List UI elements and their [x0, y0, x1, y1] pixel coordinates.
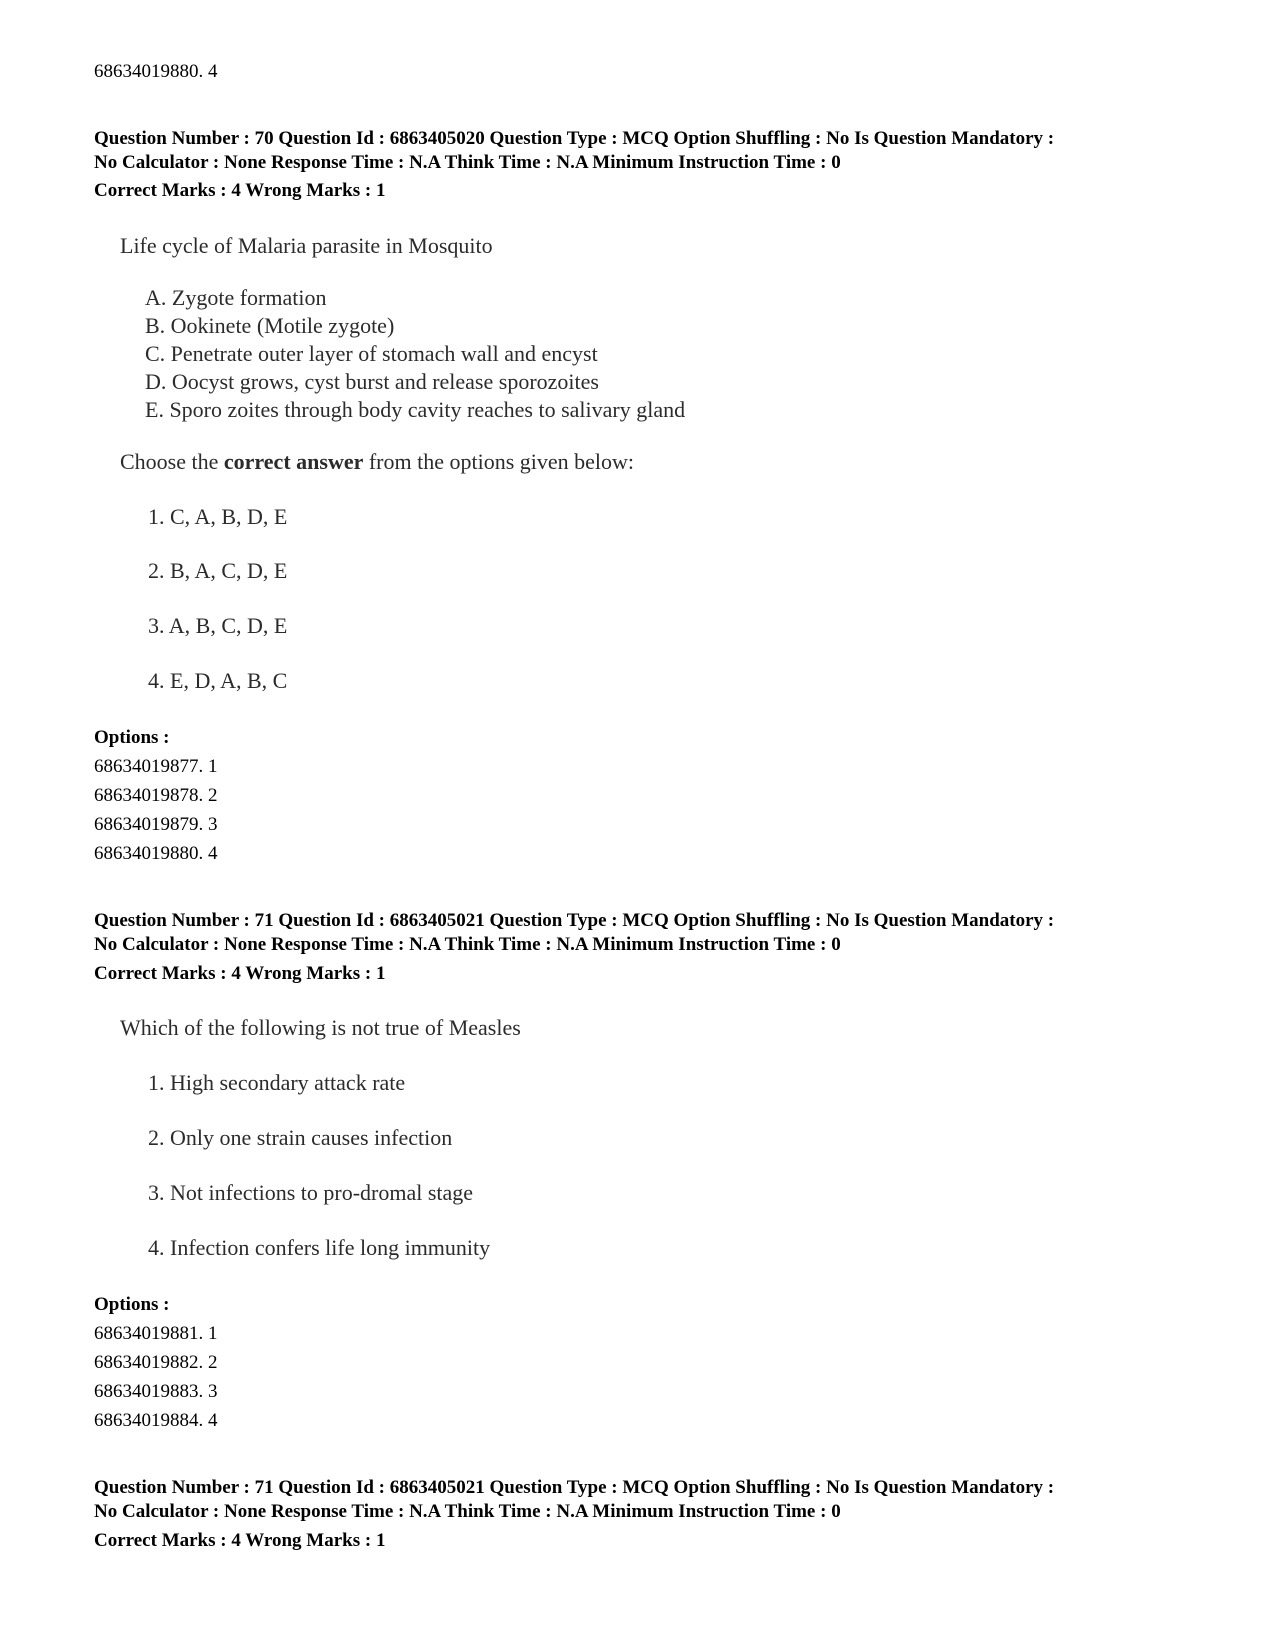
question-header-line2: No Calculator : None Response Time : N.A Think Time : N.A Minimum Instruction Time : 0 [94, 1501, 841, 1522]
instruction-post: from the options given below: [363, 449, 635, 474]
question-header-line2: No Calculator : None Response Time : N.A Think Time : N.A Minimum Instruction Time : 0 [94, 934, 841, 955]
option-id: 68634019881. 1 [94, 1323, 218, 1344]
carryover-option: 68634019880. 4 [94, 61, 218, 82]
question-marks: Correct Marks : 4 Wrong Marks : 1 [94, 963, 386, 984]
choice-item: 2. Only one strain causes infection [148, 1125, 453, 1150]
question-stem: Which of the following is not true of Measles [120, 1015, 521, 1040]
statement-item: B. Ookinete (Motile zygote) [145, 313, 395, 338]
question-header-line1: Question Number : 71 Question Id : 6863405021 Question Type : MCQ Option Shuffling : No Is Question Mandatory : [94, 1477, 1055, 1498]
question-header-line1: Question Number : 71 Question Id : 6863405021 Question Type : MCQ Option Shuffling : No Is Question Mandatory : [94, 910, 1055, 931]
option-id: 68634019883. 3 [94, 1381, 218, 1402]
statement-item: D. Oocyst grows, cyst burst and release sporozoites [145, 369, 599, 394]
option-id: 68634019880. 4 [94, 843, 218, 864]
statement-item: E. Sporo zoites through body cavity reaches to salivary gland [145, 397, 686, 422]
question-stem: Life cycle of Malaria parasite in Mosquito [120, 233, 493, 258]
choice-item: 3. A, B, C, D, E [148, 613, 288, 638]
choice-item: 2. B, A, C, D, E [148, 558, 288, 583]
instruction-pre: Choose the [120, 449, 224, 474]
option-id: 68634019879. 3 [94, 814, 218, 835]
choice-item: 3. Not infections to pro-dromal stage [148, 1180, 474, 1205]
choice-item: 1. C, A, B, D, E [148, 504, 288, 529]
statement-item: C. Penetrate outer layer of stomach wall and encyst [145, 341, 598, 366]
option-id: 68634019884. 4 [94, 1410, 218, 1431]
choice-item: 4. Infection confers life long immunity [148, 1235, 491, 1260]
instruction-bold: correct answer [223, 449, 364, 474]
question-header-line2: No Calculator : None Response Time : N.A Think Time : N.A Minimum Instruction Time : 0 [94, 152, 841, 173]
option-id: 68634019878. 2 [94, 785, 218, 806]
option-id: 68634019882. 2 [94, 1352, 218, 1373]
statement-item: A. Zygote formation [145, 285, 327, 310]
question-instruction [120, 448, 634, 476]
options-label: Options : [94, 1294, 170, 1315]
choice-item: 4. E, D, A, B, C [148, 668, 288, 693]
question-marks: Correct Marks : 4 Wrong Marks : 1 [94, 180, 386, 201]
options-label: Options : [94, 727, 170, 748]
question-header-line1: Question Number : 70 Question Id : 6863405020 Question Type : MCQ Option Shuffling : No Is Question Mandatory : [94, 128, 1055, 149]
question-marks: Correct Marks : 4 Wrong Marks : 1 [94, 1530, 386, 1551]
choice-item: 1. High secondary attack rate [148, 1070, 406, 1095]
option-id: 68634019877. 1 [94, 756, 218, 777]
